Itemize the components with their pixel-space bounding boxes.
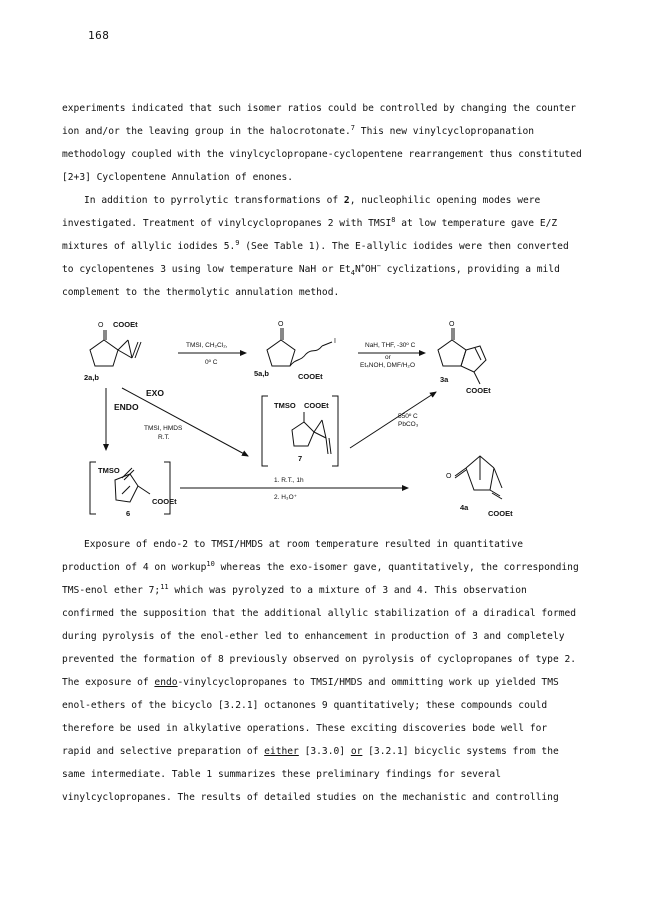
text-line: prevented the formation of 8 previously observed on pyrolysis of cyclopropanes of type 2.	[62, 654, 577, 665]
paragraph-3	[62, 533, 618, 809]
compound-2ab-structure	[90, 330, 141, 366]
oxygen-label: O	[278, 321, 284, 328]
reaction-scheme	[60, 318, 620, 528]
text-line: [2+3] Cyclopentene Annulation of enones.	[62, 172, 294, 183]
oxygen-label: O	[449, 321, 455, 328]
oxygen-label: O	[446, 473, 452, 480]
text-line: complement to the thermolytic annulation method.	[62, 287, 340, 298]
compound-4a-label: 4a	[460, 503, 469, 512]
text-line: Exposure of endo-2 to TMSI/HMDS at room temperature resulted in quantitative	[84, 539, 523, 550]
page-number: 168	[88, 29, 110, 42]
compound-4a-structure	[455, 456, 502, 499]
tmso-label: TMSO	[98, 466, 120, 475]
text-line: therefore be used in alkylative operations. These exciting discoveries bode well for	[62, 723, 548, 734]
compound-6-label: 6	[126, 509, 131, 518]
text-line: rapid and selective preparation of either [3.3.0] or [3.2.1] bicyclic systems from the	[62, 746, 559, 757]
reagent-tmsi-hmds: TMSI, HMDS	[144, 425, 183, 432]
compound-5ab-label: 5a,b	[254, 369, 270, 378]
compound-5ab-structure	[267, 328, 332, 366]
compound-7-structure	[292, 412, 331, 454]
cooet-label: COOEt	[304, 401, 329, 410]
text-line: In addition to pyrrolytic transformations of 2, nucleophilic opening modes were	[84, 195, 541, 206]
text-line: ion and/or the leaving group in the halocrotonate.$^7$ This new vinylcyclopropanation	[62, 124, 535, 137]
text-line: The exposure of endo-vinylcyclopropanes to TMSI/HMDS and ommitting work up yielded TMS	[62, 677, 559, 688]
text-line: mixtures of allylic iodides 5.$^9$ (See Table 1). The E-allylic iodides were then converted	[62, 239, 569, 252]
oxygen-label: O	[98, 322, 104, 329]
reagent-rt-1h: 1. R.T., 1h	[274, 477, 304, 484]
text-line: same intermediate. Table 1 summarizes these preliminary findings for several	[62, 769, 501, 780]
tmso-label: TMSO	[274, 401, 296, 410]
text-line: enol-ethers of the bicyclo [3.2.1] octanones 9 quantitatively; these compounds could	[62, 700, 548, 711]
cooet-label: COOEt	[113, 320, 138, 329]
exo-label: EXO	[146, 388, 164, 398]
reagent-temp-0c: 0º C	[205, 359, 218, 366]
cooet-label: COOEt	[466, 386, 491, 395]
text-line: production of 4 on workup$^{10}$ whereas the exo-isomer gave, quantitatively, the corresponding	[62, 560, 579, 573]
compound-6-structure	[115, 468, 150, 502]
reagent-rt: R.T.	[158, 434, 170, 441]
reagent-h3o: 2. H₃O⁺	[274, 494, 298, 501]
text-line: methodology coupled with the vinylcyclopropane-cyclopentene rearrangement thus constituted	[62, 149, 582, 160]
compound-2ab-label: 2a,b	[84, 373, 100, 382]
text-line: to cyclopentenes 3 using low temperature NaH or $Et_4N^+OH^-$ cyclizations, providing a mild	[62, 262, 560, 277]
reagent-pbco3: PbCO₃	[398, 421, 419, 428]
cooet-label: COOEt	[152, 497, 177, 506]
compound-3a-label: 3a	[440, 375, 449, 384]
iodide-label: I	[334, 338, 336, 345]
text-line: experiments indicated that such isomer ratios could be controlled by changing the counter	[62, 103, 577, 114]
text-line: during pyrolysis of the enol-ether led to enhancement in production of 3 and completely	[62, 631, 565, 642]
reagent-or: or	[385, 354, 391, 361]
paragraph-1	[62, 97, 618, 189]
compound-7-label: 7	[298, 454, 303, 463]
cooet-label: COOEt	[298, 372, 323, 381]
paragraph-2	[62, 189, 618, 304]
text-line: confirmed the supposition that the additional allylic stabilization of a diradical formed	[62, 608, 577, 619]
reagent-tmsi-ch2cl2: TMSI, CH₂Cl₂,	[186, 342, 228, 349]
reagent-et4noh: Et₄NOH, DMF/H₂O	[360, 362, 416, 369]
reagent-550c: 550º C	[398, 413, 418, 420]
endo-label: ENDO	[114, 402, 139, 412]
text-line: TMS-enol ether 7;$^{11}$ which was pyrolyzed to a mixture of 3 and 4. This observation	[62, 583, 527, 596]
text-line: vinylcyclopropanes. The results of detailed studies on the mechanistic and controlling	[62, 792, 559, 803]
cooet-label: COOEt	[488, 509, 513, 518]
text-line: investigated. Treatment of vinylcyclopropanes 2 with TMSI$^8$ at low temperature gave E/Z	[62, 216, 558, 229]
reagent-nah-thf: NaH, THF, -30º C	[365, 342, 416, 349]
